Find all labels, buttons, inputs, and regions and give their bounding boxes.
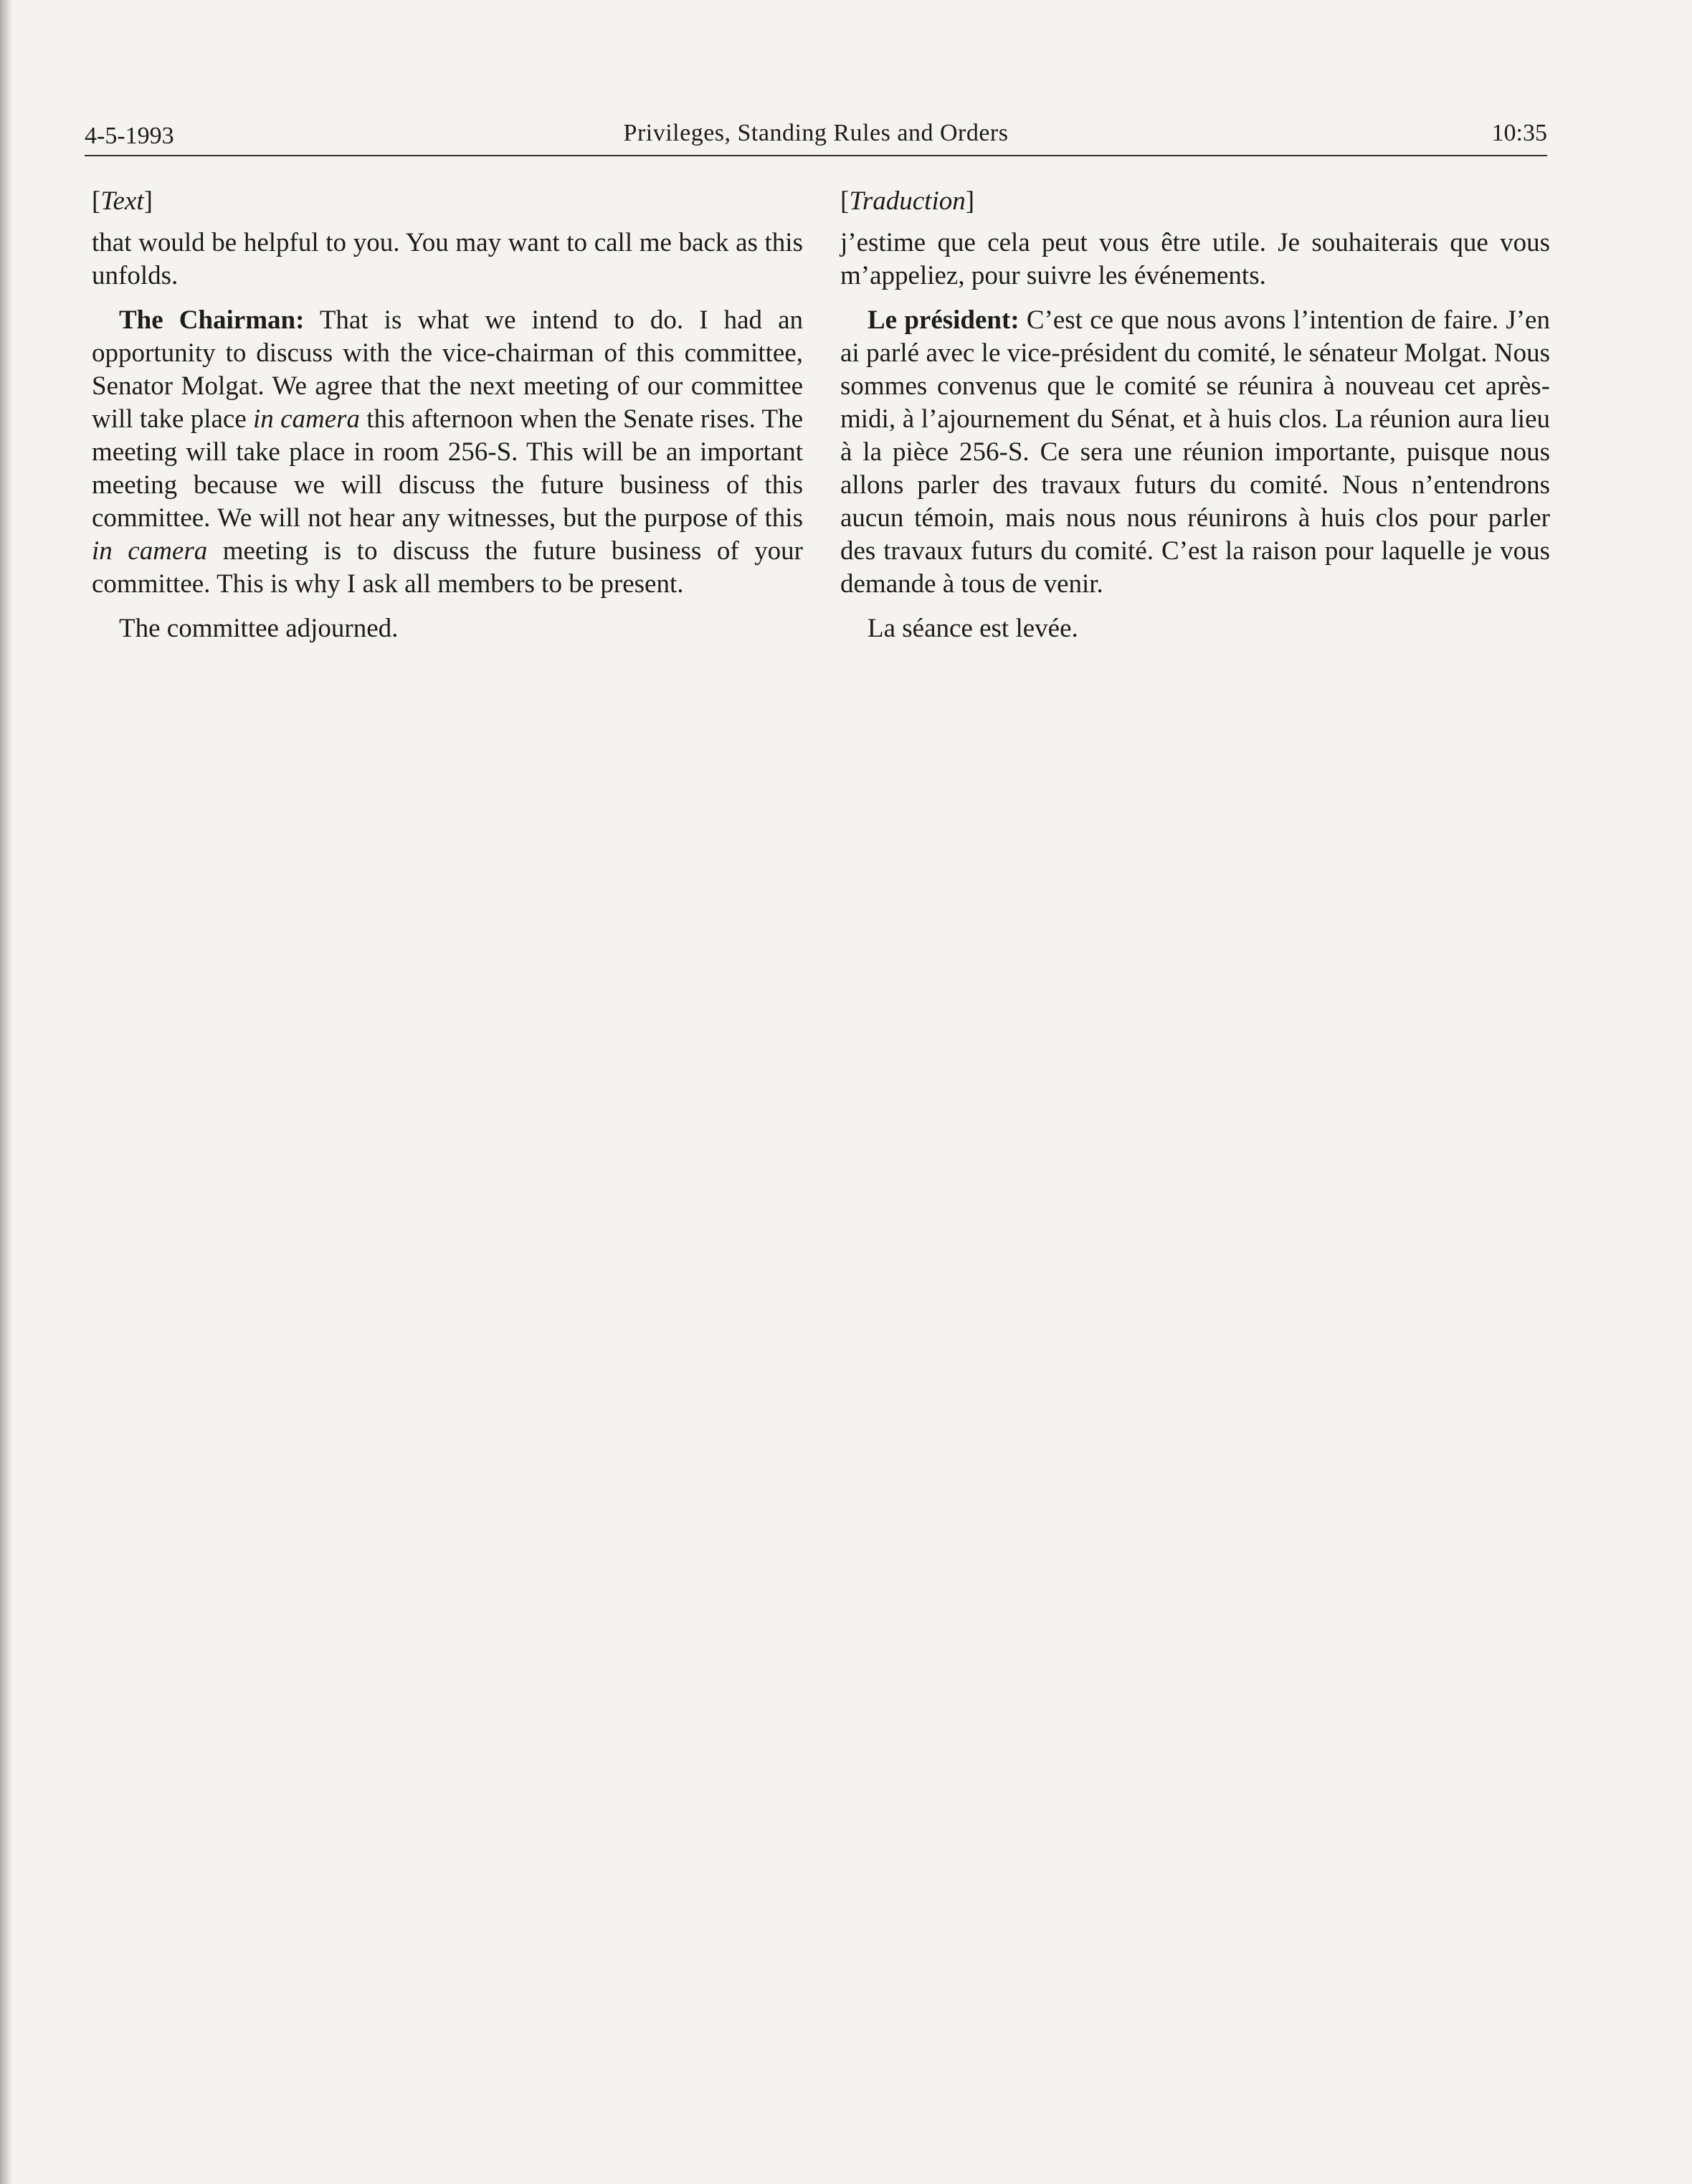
- french-paragraph-continuation: j’estime que cela peut vous être utile. Je souhaiterais que vous m’appeliez, pour suivre les événements.: [840, 228, 1550, 290]
- language-label-french: [Traduction]: [840, 186, 975, 216]
- page-binding-edge: [0, 0, 13, 2184]
- speaker-name: The Chairman:: [119, 305, 305, 335]
- header-rule: [85, 155, 1547, 156]
- speech-text: C’est ce que nous avons l’intention de faire. J’en ai parlé avec le vice-président du comité, le sénateur Molgat. Nous sommes convenus que le comité se réunira à nouveau cet après-midi, à l’ajournement du Sénat, et à huis clos. La réunion aura lieu à la pièce 256-S. Ce sera une réunion importante, puisque nous allons parler des travaux futurs du comité. Nous n’entendrons aucun témoin, mais nous nous réunirons à huis clos pour parler des travaux futurs du comité. C’est la raison pour laquelle je vous demande à tous de venir.: [840, 305, 1550, 599]
- english-paragraph-chairman: [92, 304, 803, 601]
- french-closing-line: La séance est levée.: [868, 614, 1078, 643]
- speaker-name: Le président:: [868, 305, 1020, 335]
- speech-italic: in camera: [92, 536, 208, 566]
- english-closing-line: The committee adjourned.: [119, 614, 399, 643]
- speech-text: meeting is to discuss the future business of your committee. This is why I ask all members to be present.: [92, 536, 803, 599]
- header-title: Privileges, Standing Rules and Orders: [623, 120, 1009, 146]
- english-column: [92, 185, 803, 657]
- speech-text: this afternoon when the Senate rises. The meeting will take place in room 256-S. This will be an important meeting because we will discuss the future business of this committee. We will not hear any witnesses, but the purpose of this: [92, 404, 804, 533]
- language-label-text: Text: [100, 186, 144, 216]
- header-page-number: 10:35: [1491, 120, 1547, 146]
- page-header: [85, 119, 1547, 156]
- speech-text: That is what we intend to do. I had an opportunity to discuss with the vice-chairman of this committee, Senator Molgat. We agree that the next meeting of our committee will take place: [92, 305, 803, 434]
- language-label-english: [Text]: [92, 186, 153, 216]
- language-label-text: Traduction: [849, 186, 966, 216]
- english-paragraph-continuation: that would be helpful to you. You may want to call me back as this unfolds.: [92, 228, 803, 290]
- header-date: 4-5-1993: [85, 123, 174, 149]
- french-paragraph-president: [840, 304, 1550, 601]
- french-column: [840, 185, 1550, 657]
- speech-italic: in camera: [253, 404, 361, 434]
